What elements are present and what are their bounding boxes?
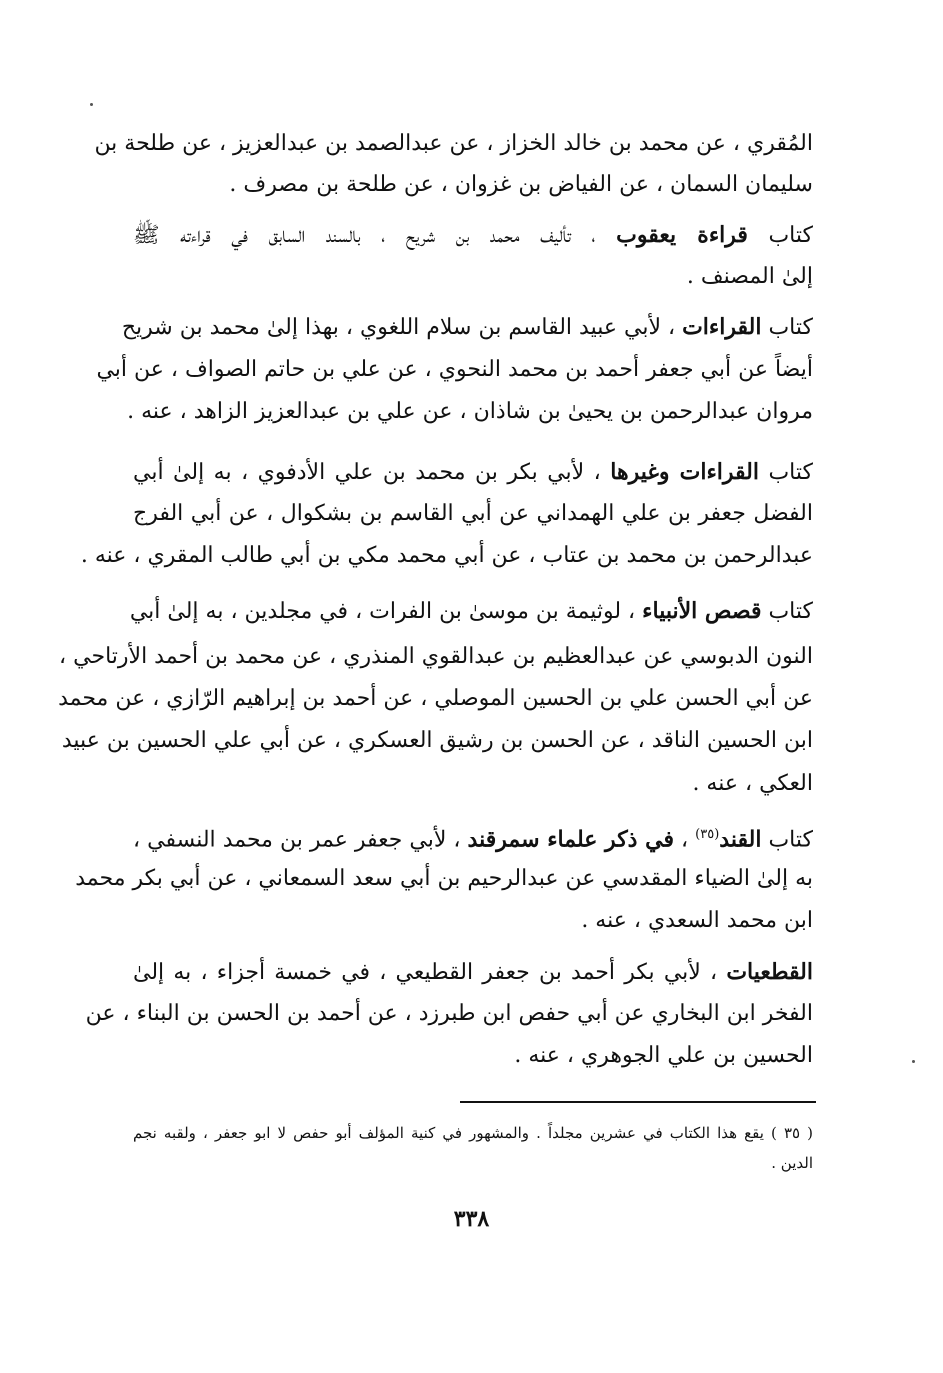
text-run: سليمان السمان ، عن الفياض بن غزوان ، عن طلحة بن مصرف .	[229, 172, 813, 197]
book-title: القند	[719, 826, 762, 853]
text-line	[85, 994, 813, 1034]
text-run: الحسين بن علي الجوهري ، عنه .	[514, 1043, 813, 1068]
text-line	[133, 165, 813, 205]
text-run: عن أبي الحسن علي بن الحسين الموصلي ، عن أحمد بن إبراهيم الرّازي ، عن محمد	[58, 686, 813, 711]
text-line	[96, 350, 813, 390]
text-run: إلىٰ المصنف .	[686, 264, 813, 289]
scan-speck	[912, 1060, 915, 1063]
footnote-line: الدين .	[771, 1154, 813, 1172]
text-run: ، تأليف محمد بن شريح ، بالسند السابق في قراءته ﷺ	[133, 223, 617, 248]
book-title: في ذكر علماء سمرقند	[467, 826, 675, 853]
text-run: كتاب	[758, 460, 813, 485]
text-line	[133, 1036, 813, 1076]
text-line	[133, 952, 813, 992]
book-title: قراءة يعقوب	[616, 222, 748, 248]
text-line	[121, 307, 813, 347]
text-run: ابن محمد السعدي ، عنه .	[581, 908, 813, 933]
text-line	[61, 721, 813, 761]
text-run: ،	[674, 827, 696, 853]
text-run: النون الدبوسي عن عبدالعظيم بن عبدالقوي المنذري ، عن محمد بن أحمد الأرتاحي ،	[59, 644, 813, 669]
text-line	[133, 452, 813, 492]
text-run: المُقري ، عن محمد بن خالد الخزاز ، عن عبدالصمد بن عبدالعزيز ، عن طلحة بن	[94, 131, 813, 156]
text-run: كتاب	[761, 315, 813, 340]
text-line	[133, 815, 813, 855]
book-title: القطعيات	[726, 959, 813, 985]
text-line	[133, 257, 813, 297]
text-run: ، لوثيمة بن موسىٰ بن الفرات ، في مجلدين ، به إلىٰ أبي	[129, 599, 643, 624]
text-line	[80, 536, 813, 576]
text-run: ، لأبي بكر أحمد بن جعفر القطيعي ، في خمسة أجزاء ، به إلىٰ	[133, 960, 727, 985]
text-line	[129, 591, 813, 631]
footnote-separator	[460, 1101, 816, 1103]
text-line	[58, 679, 813, 719]
text-line	[127, 392, 813, 432]
footnote-line: ( ٣٥ ) يقع هذا الكتاب في عشرين مجلداً . والمشهور في كنية المؤلف أبو حفص لا ابو جعفر ، ولقبه نجم	[133, 1124, 813, 1142]
text-run: الفخر ابن البخاري عن أبي حفص ابن طبرزد ، عن أحمد بن الحسن بن البناء ، عن	[85, 1001, 813, 1026]
text-line	[133, 494, 813, 534]
text-run: عبدالرحمن بن محمد بن عتاب ، عن أبي محمد مكي بن أبي طالب المقري ، عنه .	[80, 543, 813, 568]
page-number: ٣٣٨	[453, 1206, 490, 1232]
text-run: ، لأبي عبيد القاسم بن سلام اللغوي ، بهذا إلىٰ محمد بن شريح	[121, 315, 683, 340]
text-run: الفضل جعفر بن علي الهمداني عن أبي القاسم بن بشكوال ، عن أبي الفرج	[133, 501, 813, 526]
text-run: ابن الحسين الناقد ، عن الحسن بن رشيق العسكري ، عن أبي علي الحسين بن عبيد	[61, 728, 813, 753]
text-run: ، لأبي بكر بن محمد بن علي الأدفوي ، به إلىٰ أبي	[133, 460, 611, 485]
text-run: ، لأبي جعفر عمر بن محمد النسفي ،	[133, 827, 468, 853]
text-line	[133, 901, 813, 941]
text-run: العكي ، عنه .	[692, 771, 813, 796]
text-run: كتاب	[761, 599, 813, 624]
text-run: كتاب	[761, 827, 813, 853]
text-line	[133, 215, 813, 255]
book-title: القراءات وغيرها	[610, 459, 759, 485]
text-run: كتاب	[747, 223, 813, 248]
book-title: قصص الأنبياء	[642, 598, 762, 624]
text-line	[94, 124, 813, 164]
text-run: مروان عبدالرحمن بن يحيىٰ بن شاذان ، عن علي بن عبدالعزيز الزاهد ، عنه .	[127, 399, 813, 424]
text-line	[133, 764, 813, 804]
text-run: به إلىٰ الضياء المقدسي عن عبدالرحيم بن أبي سعد السمعاني ، عن أبي بكر محمد	[75, 866, 813, 891]
text-run: أيضاً عن أبي جعفر أحمد بن محمد النحوي ، عن علي بن حاتم الصواف ، عن أبي	[96, 357, 813, 382]
book-title: القراءات	[682, 314, 762, 340]
text-line	[75, 859, 813, 899]
text-line	[59, 637, 813, 677]
scan-speck	[90, 103, 93, 106]
footnote-ref: (٣٥)	[695, 827, 720, 842]
